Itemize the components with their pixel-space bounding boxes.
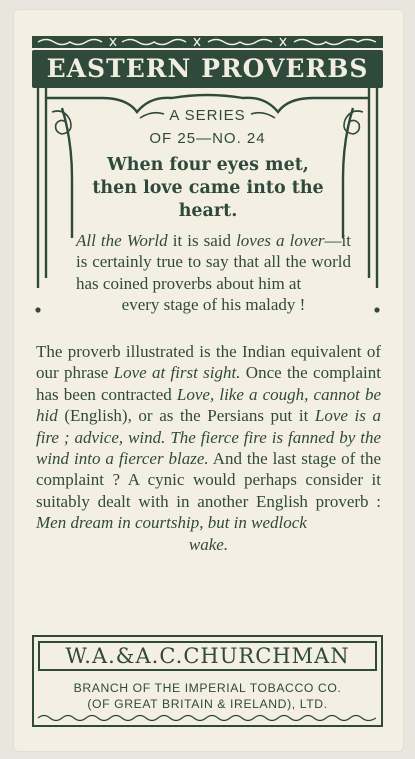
intro-italic-2: loves a lover bbox=[236, 231, 325, 250]
main-text-2: Once the complaint has been contracted bbox=[36, 363, 382, 404]
series-label: A SERIES bbox=[169, 107, 246, 124]
top-ornament-band bbox=[32, 36, 383, 48]
maker-banner bbox=[38, 641, 377, 671]
branch-line-1: BRANCH OF THE IMPERIAL TOBACCO CO. bbox=[73, 681, 342, 695]
main-text-3: (English), or as the Persians put it bbox=[57, 406, 315, 426]
intro-last-line: every stage of his malady ! bbox=[121, 295, 306, 315]
main-paragraph bbox=[36, 341, 381, 555]
main-italic-2: Love, like a cough, cannot be hid bbox=[36, 384, 381, 426]
branch-line-2: (OF GREAT BRITAIN & IRELAND), LTD. bbox=[87, 697, 328, 711]
intro-italic-1: All the World bbox=[76, 231, 168, 250]
title-banner bbox=[32, 50, 383, 88]
card-title: EASTERN PROVERBS bbox=[46, 54, 369, 83]
main-italic-1: Love at first sight. bbox=[113, 363, 241, 383]
intro-text-1: it is said bbox=[167, 231, 237, 250]
series-number: OF 25—NO. 24 bbox=[149, 130, 266, 147]
main-italic-5: wake. bbox=[188, 534, 229, 554]
bottom-ornament-band bbox=[36, 713, 379, 723]
main-italic-4: Men dream in courtship, but in wedlock bbox=[36, 513, 307, 533]
proverb-heading bbox=[72, 154, 344, 223]
main-text-4: And the last stage of the complaint ? A cynic would perhaps consider it suitably dealt with in another English proverb : bbox=[36, 449, 382, 511]
maker-name: W.A.&A.C.CHURCHMAN bbox=[65, 644, 350, 668]
maker-footer bbox=[32, 635, 383, 727]
proverb-line-2: then love came into the bbox=[92, 178, 324, 198]
intro-text-2: —it is certainly true to say that all the world has coined proverbs about him at bbox=[76, 231, 351, 293]
main-text-1: The proverb illustrated is the Indian equivalent of our phrase bbox=[36, 342, 381, 383]
proverb-line-3: heart. bbox=[178, 201, 238, 221]
proverb-line-1: When four eyes met, bbox=[107, 155, 309, 175]
main-italic-3: Love is a fire ; advice, wind. The fierce fire is fanned by the wind into a fiercer blaze. bbox=[36, 406, 381, 469]
intro-paragraph bbox=[76, 230, 351, 316]
